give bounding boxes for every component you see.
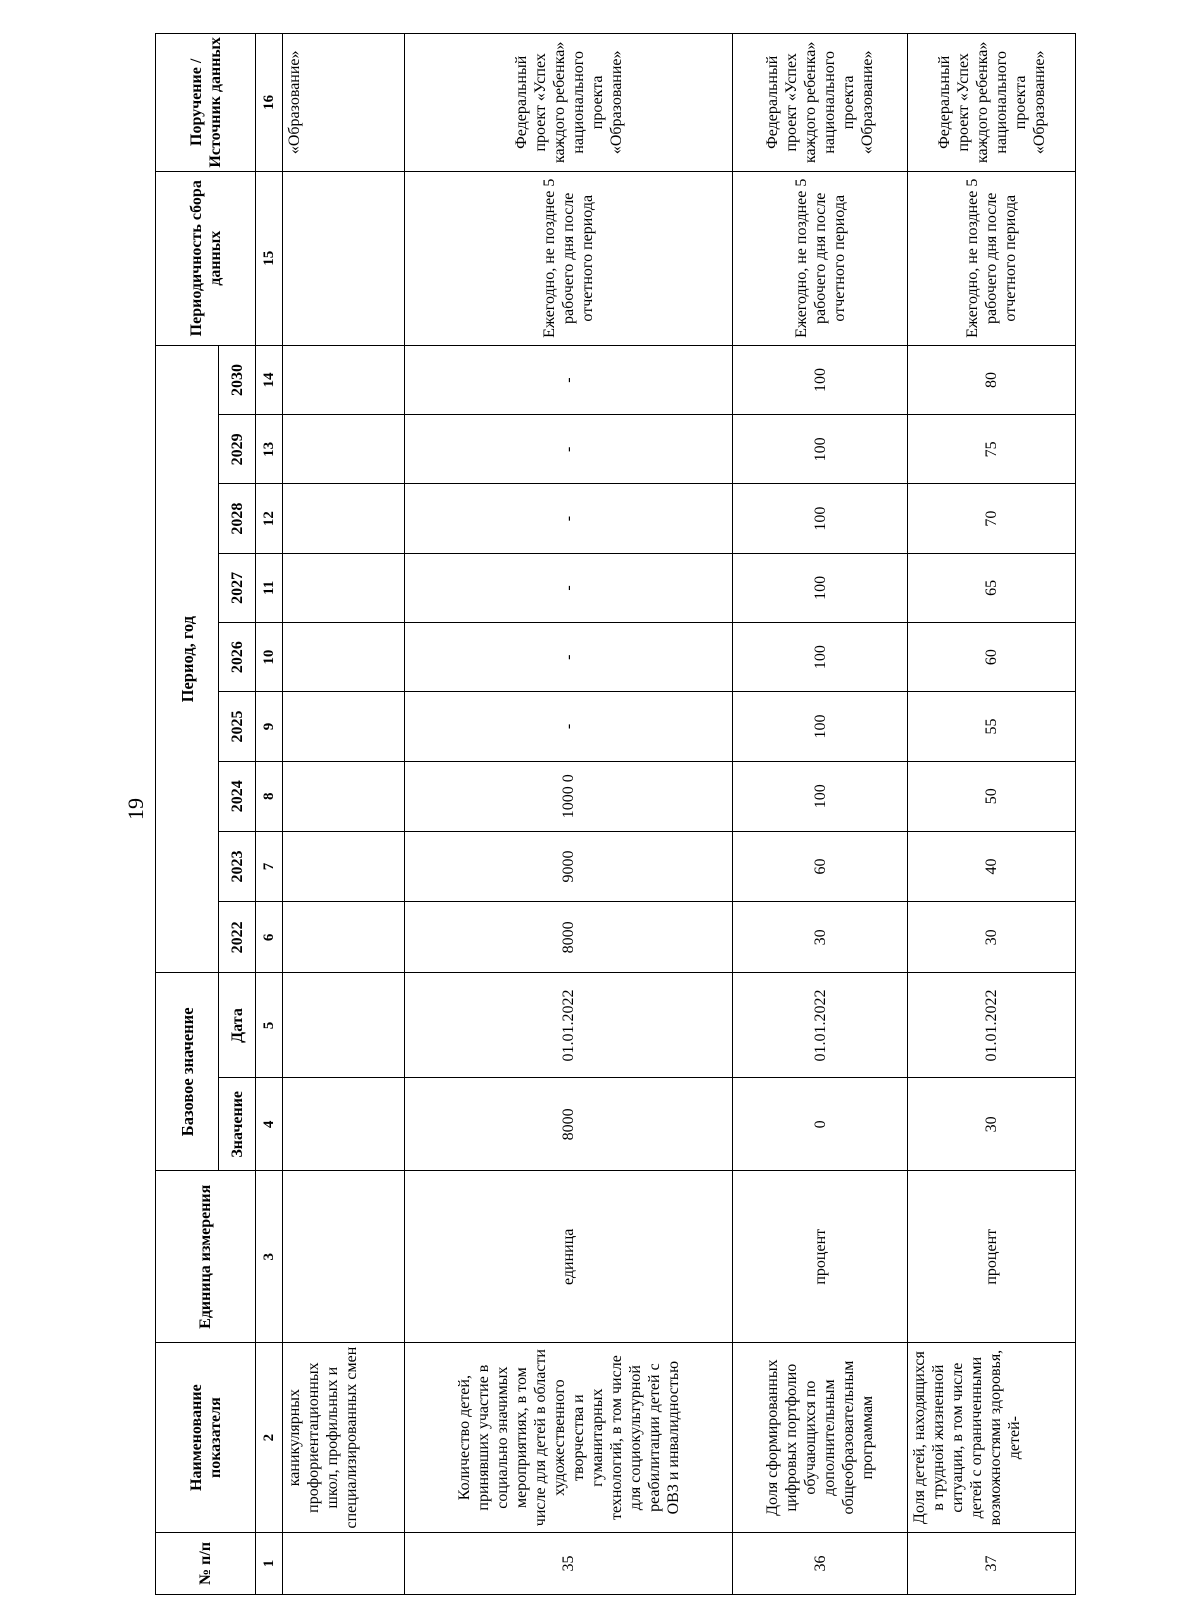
- column-number: 1: [256, 1532, 283, 1594]
- row-unit: процент: [908, 1171, 1076, 1343]
- table-row: [908, 34, 1076, 1595]
- row-name: Количество детей, принявших участие в социально значимых мероприятиях, в том числе для детей в области художественного творчества и гуманитарных технологий, в том числе для социокультурной реабилитации детей с ОВЗ и инвалидностью: [405, 1343, 733, 1533]
- row-frequency: Ежегодно, не позднее 5 рабочего дня после отчетного периода: [405, 171, 733, 345]
- header-year: 2023: [219, 831, 256, 901]
- column-number: 15: [256, 171, 283, 345]
- row-frequency: [283, 171, 405, 345]
- header-year: 2027: [219, 553, 256, 622]
- header-year: 2028: [219, 484, 256, 553]
- row-value: [283, 484, 405, 553]
- column-number: 3: [256, 1171, 283, 1343]
- row-value: 1000 0: [405, 761, 733, 831]
- row-value: 100: [733, 761, 908, 831]
- row-num: 36: [733, 1532, 908, 1594]
- row-value: 100: [733, 345, 908, 414]
- row-name: Доля детей, находящихся в трудной жизненной ситуации, в том числе детей с ограниченными возможностями здоровья, детей-: [908, 1343, 1076, 1533]
- header-base: Базовое значение: [156, 973, 219, 1171]
- row-value: 100: [733, 415, 908, 484]
- row-value: [283, 761, 405, 831]
- row-value: 100: [733, 484, 908, 553]
- header-year: 2026: [219, 623, 256, 692]
- row-value: 50: [908, 761, 1076, 831]
- column-number: 2: [256, 1343, 283, 1533]
- header-period: Период, год: [156, 345, 219, 973]
- row-base-value: 30: [908, 1078, 1076, 1171]
- row-value: 55: [908, 692, 1076, 761]
- row-value: 70: [908, 484, 1076, 553]
- row-base-date: [283, 973, 405, 1078]
- row-value: [283, 415, 405, 484]
- row-value: [283, 902, 405, 973]
- row-value: 65: [908, 553, 1076, 622]
- column-number: 4: [256, 1078, 283, 1171]
- row-num: [283, 1532, 405, 1594]
- rotated-table-container: [155, 33, 1048, 1595]
- header-base-value: Значение: [219, 1078, 256, 1171]
- column-number: 7: [256, 831, 283, 901]
- column-number: 6: [256, 902, 283, 973]
- row-value: 9000: [405, 831, 733, 901]
- row-name: Доля сформированных цифровых портфолио обучающихся по дополнительным общеобразовательным программам: [733, 1343, 908, 1533]
- row-value: 75: [908, 415, 1076, 484]
- row-value: 100: [733, 623, 908, 692]
- header-year: 2022: [219, 902, 256, 973]
- row-value: -: [405, 345, 733, 414]
- header-year: 2024: [219, 761, 256, 831]
- row-base-date: 01.01.2022: [405, 973, 733, 1078]
- row-value: [283, 345, 405, 414]
- header-year: 2030: [219, 345, 256, 414]
- column-number: 16: [256, 34, 283, 172]
- header-unit: Единица измерения: [156, 1171, 256, 1343]
- column-number: 12: [256, 484, 283, 553]
- column-number: 9: [256, 692, 283, 761]
- row-base-value: [283, 1078, 405, 1171]
- row-value: 30: [733, 902, 908, 973]
- row-value: [283, 831, 405, 901]
- row-num: 37: [908, 1532, 1076, 1594]
- row-value: 60: [733, 831, 908, 901]
- header-base-date: Дата: [219, 973, 256, 1078]
- row-value: -: [405, 484, 733, 553]
- row-value: 80: [908, 345, 1076, 414]
- row-frequency: Ежегодно, не позднее 5 рабочего дня после отчетного периода: [733, 171, 908, 345]
- column-number: 14: [256, 345, 283, 414]
- row-source: Федеральный проект «Успех каждого ребенка» национального проекта «Образование»: [733, 34, 908, 172]
- row-value: -: [405, 415, 733, 484]
- row-source: «Образование»: [283, 34, 405, 172]
- row-base-date: 01.01.2022: [908, 973, 1076, 1078]
- column-number: 8: [256, 761, 283, 831]
- row-base-value: 0: [733, 1078, 908, 1171]
- row-num: 35: [405, 1532, 733, 1594]
- row-value: 60: [908, 623, 1076, 692]
- row-value: -: [405, 623, 733, 692]
- column-number: 5: [256, 973, 283, 1078]
- row-source: Федеральный проект «Успех каждого ребенка» национального проекта «Образование»: [908, 34, 1076, 172]
- row-base-date: 01.01.2022: [733, 973, 908, 1078]
- header-num: № п/п: [156, 1532, 256, 1594]
- row-name: каникулярных профориентационных школ, профильных и специализированных смен: [283, 1343, 405, 1533]
- column-number: 11: [256, 553, 283, 622]
- header-year: 2025: [219, 692, 256, 761]
- row-value: -: [405, 553, 733, 622]
- row-value: [283, 692, 405, 761]
- column-number: 10: [256, 623, 283, 692]
- indicators-table: [155, 33, 1076, 1595]
- row-unit: [283, 1171, 405, 1343]
- row-unit: единица: [405, 1171, 733, 1343]
- row-value: -: [405, 692, 733, 761]
- row-frequency: Ежегодно, не позднее 5 рабочего дня после отчетного периода: [908, 171, 1076, 345]
- header-year: 2029: [219, 415, 256, 484]
- table-row: [405, 34, 733, 1595]
- row-value: 40: [908, 831, 1076, 901]
- table-row: [283, 34, 405, 1595]
- table-row: [733, 34, 908, 1595]
- column-numbers-row: [256, 34, 283, 1595]
- header-frequency: Периодичность сбора данных: [156, 171, 256, 345]
- column-number: 13: [256, 415, 283, 484]
- row-source: Федеральный проект «Успех каждого ребенка» национального проекта «Образование»: [405, 34, 733, 172]
- row-value: [283, 553, 405, 622]
- row-value: 8000: [405, 902, 733, 973]
- row-value: 100: [733, 553, 908, 622]
- header-name: Наименование показателя: [156, 1343, 256, 1533]
- row-value: 100: [733, 692, 908, 761]
- row-value: [283, 623, 405, 692]
- row-unit: процент: [733, 1171, 908, 1343]
- row-value: 30: [908, 902, 1076, 973]
- row-base-value: 8000: [405, 1078, 733, 1171]
- page-number: 19: [123, 798, 148, 820]
- header-source: Поручение / Источник данных: [156, 34, 256, 172]
